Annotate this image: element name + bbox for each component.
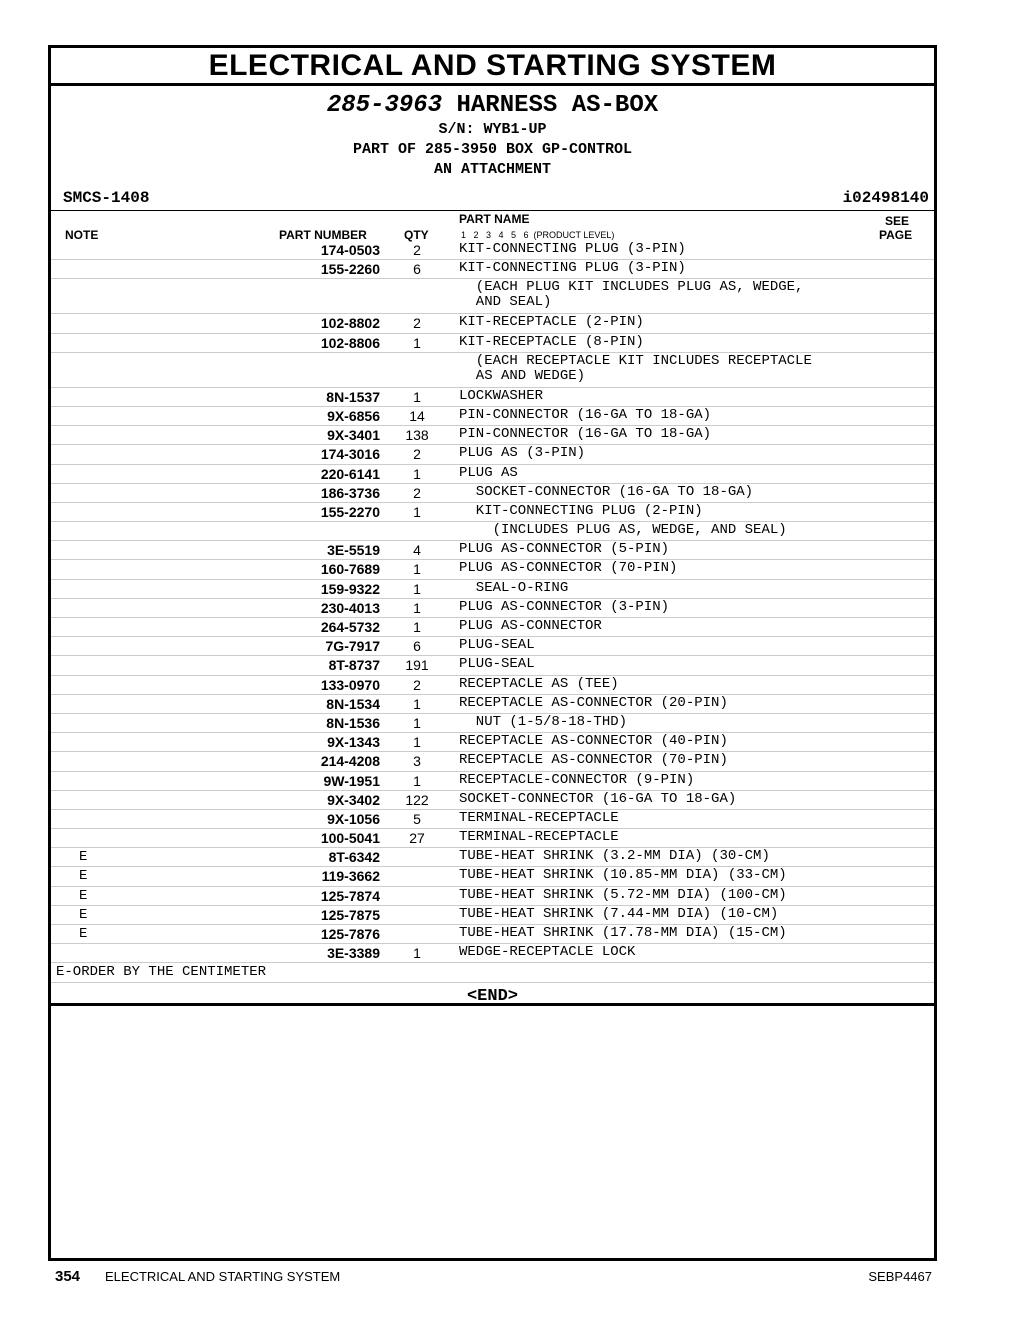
qty-cell: 4	[413, 542, 421, 559]
attachment-line: AN ATTACHMENT	[433, 161, 552, 178]
table-row	[51, 445, 934, 464]
part-name-cell: TUBE-HEAT SHRINK (7.44-MM DIA) (10-CM)	[459, 905, 779, 922]
part-number-cell: 102-8806	[320, 334, 380, 351]
qty-cell: 1	[413, 945, 421, 962]
part-number-cell: 9X-3401	[327, 427, 380, 444]
part-number-cell: 102-8802	[320, 315, 380, 332]
smcs-code: SMCS-1408	[63, 189, 150, 207]
part-name-cell: SOCKET-CONNECTOR (16-GA TO 18-GA)	[459, 790, 737, 807]
note-cell: E	[79, 849, 88, 866]
col-part-name: PART NAME	[459, 212, 530, 226]
qty-cell: 1	[413, 714, 421, 731]
qty-cell: 1	[413, 503, 421, 520]
footer-section: ELECTRICAL AND STARTING SYSTEM	[105, 1269, 341, 1284]
table-row	[51, 733, 934, 752]
part-number-cell: 230-4013	[320, 599, 380, 616]
footnote-row	[51, 963, 934, 982]
qty-cell: 2	[413, 446, 421, 463]
part-number-cell: 159-9322	[320, 580, 380, 597]
table-row	[51, 522, 934, 541]
part-number-cell: 186-3736	[320, 484, 380, 501]
qty-cell: 2	[413, 484, 421, 501]
note-cell: E	[79, 887, 88, 904]
part-name-cell: LOCKWASHER	[459, 387, 544, 404]
part-name-cell: KIT-RECEPTACLE (2-PIN)	[459, 314, 644, 331]
footnote: E-ORDER BY THE CENTIMETER	[56, 964, 267, 981]
qty-cell: 1	[413, 772, 421, 789]
part-number-cell: 125-7874	[320, 887, 380, 904]
qty-cell: 1	[413, 619, 421, 635]
table-row	[51, 241, 934, 260]
table-row	[51, 906, 934, 925]
part-name-cell: (INCLUDES PLUG AS, WEDGE, AND SEAL)	[459, 522, 787, 539]
serial-range: S/N: WYB1-UP	[438, 121, 547, 138]
group-name: HARNESS AS-BOX	[456, 92, 659, 119]
part-name-cell: KIT-RECEPTACLE (8-PIN)	[459, 333, 644, 350]
qty-cell: 1	[413, 734, 421, 751]
page-title: ELECTRICAL AND STARTING SYSTEM	[51, 48, 934, 86]
note-cell: E	[79, 868, 88, 885]
blank-area	[51, 1003, 934, 1006]
column-headers	[51, 210, 934, 241]
parts-list	[51, 241, 934, 963]
qty-cell: 1	[413, 599, 421, 616]
part-name-cell: PLUG AS-CONNECTOR (5-PIN)	[459, 541, 670, 558]
smcs-row	[51, 186, 934, 210]
part-name-cell: TUBE-HEAT SHRINK (10.85-MM DIA) (33-CM)	[459, 867, 787, 884]
table-row	[51, 465, 934, 484]
part-number-cell: 155-2270	[320, 503, 380, 520]
table-row	[51, 676, 934, 695]
qty-cell: 2	[413, 676, 421, 693]
table-row	[51, 541, 934, 560]
table-row	[51, 580, 934, 599]
part-name-cell: PLUG-SEAL	[459, 637, 535, 654]
table-row	[51, 560, 934, 579]
part-number-cell: 174-3016	[320, 446, 380, 463]
part-name-cell: PLUG-SEAL	[459, 656, 535, 673]
table-row	[51, 503, 934, 522]
part-number-cell: 174-0503	[320, 242, 380, 258]
part-number-cell: 8N-1536	[326, 714, 380, 731]
table-row	[51, 656, 934, 675]
qty-cell: 6	[413, 261, 421, 278]
part-name-cell: TUBE-HEAT SHRINK (5.72-MM DIA) (100-CM)	[459, 886, 787, 903]
table-row	[51, 388, 934, 407]
part-name-cell: TUBE-HEAT SHRINK (17.78-MM DIA) (15-CM)	[459, 925, 787, 941]
part-name-cell: (EACH PLUG KIT INCLUDES PLUG AS, WEDGE, AND SEAL)	[475, 279, 804, 311]
part-number-cell: 3E-3389	[327, 945, 380, 962]
end-mark: <END>	[466, 986, 518, 1006]
qty-cell: 27	[409, 830, 425, 847]
table-row	[51, 887, 934, 906]
part-number-cell: 9X-1343	[327, 734, 380, 751]
table-row	[51, 353, 934, 388]
qty-cell: 2	[413, 315, 421, 332]
qty-cell: 1	[413, 465, 421, 482]
col-product-levels: 1 2 3 4 5 6 (PRODUCT LEVEL)	[461, 230, 615, 240]
part-number-cell: 155-2260	[320, 261, 380, 278]
part-of-line: PART OF 285-3950 BOX GP-CONTROL	[352, 141, 633, 158]
part-number-cell: 9X-6856	[327, 407, 380, 424]
col-note: NOTE	[65, 228, 99, 242]
part-name-cell: TERMINAL-RECEPTACLE	[459, 809, 619, 826]
part-name-cell: PIN-CONNECTOR (16-GA TO 18-GA)	[459, 406, 712, 423]
table-row	[51, 484, 934, 503]
part-name-cell: SOCKET-CONNECTOR (16-GA TO 18-GA)	[459, 483, 754, 500]
part-name-cell: KIT-CONNECTING PLUG (2-PIN)	[459, 502, 703, 519]
col-page: PAGE	[879, 228, 913, 242]
page-number: 354	[55, 1268, 81, 1285]
table-row	[51, 260, 934, 279]
part-name-cell: WEDGE-RECEPTACLE LOCK	[459, 944, 636, 961]
part-number-cell: 220-6141	[320, 465, 380, 482]
note-cell: E	[79, 926, 88, 942]
col-qty: QTY	[404, 228, 429, 242]
part-name-cell: PLUG AS	[459, 464, 518, 481]
table-row	[51, 637, 934, 656]
part-name-cell: PLUG AS-CONNECTOR (70-PIN)	[459, 560, 678, 577]
part-number-cell: 3E-5519	[327, 542, 380, 559]
part-number-cell: 8N-1534	[326, 695, 380, 712]
table-row	[51, 772, 934, 791]
part-name-cell: (EACH RECEPTACLE KIT INCLUDES RECEPTACLE AS AND WEDGE)	[475, 352, 812, 384]
table-row	[51, 426, 934, 445]
col-part-number: PART NUMBER	[279, 228, 367, 242]
table-row	[51, 714, 934, 733]
table-row	[51, 618, 934, 637]
part-number-cell: 160-7689	[320, 561, 380, 578]
part-name-cell: KIT-CONNECTING PLUG (3-PIN)	[459, 241, 686, 257]
table-row	[51, 944, 934, 963]
part-name-cell: TERMINAL-RECEPTACLE	[459, 829, 619, 846]
qty-cell: 6	[413, 638, 421, 655]
group-title	[51, 92, 934, 120]
table-row	[51, 848, 934, 867]
part-name-cell: NUT (1-5/8-18-THD)	[459, 713, 628, 730]
note-cell: E	[79, 906, 88, 923]
table-row	[51, 752, 934, 771]
part-name-cell: PLUG AS (3-PIN)	[459, 445, 586, 462]
part-name-cell: RECEPTACLE AS-CONNECTOR (20-PIN)	[459, 694, 728, 711]
part-number-cell: 125-7876	[320, 926, 380, 942]
qty-cell: 1	[413, 334, 421, 351]
part-number-cell: 8N-1537	[326, 388, 380, 405]
table-row	[51, 925, 934, 944]
part-number-cell: 125-7875	[320, 906, 380, 923]
table-row	[51, 829, 934, 848]
table-row	[51, 810, 934, 829]
part-name-cell: TUBE-HEAT SHRINK (3.2-MM DIA) (30-CM)	[459, 848, 770, 865]
part-number-cell: 133-0970	[320, 676, 380, 693]
col-see: SEE	[885, 214, 910, 228]
part-number-cell: 100-5041	[320, 830, 380, 847]
qty-cell: 191	[405, 657, 429, 674]
group-part-number: 285-3963	[326, 92, 443, 119]
illustration-id: i02498140	[842, 189, 929, 207]
qty-cell: 3	[413, 753, 421, 770]
table-row	[51, 867, 934, 886]
table-row	[51, 695, 934, 714]
part-number-cell: 7G-7917	[325, 638, 380, 655]
part-number-cell: 264-5732	[320, 619, 380, 635]
part-name-cell: RECEPTACLE AS (TEE)	[459, 675, 619, 692]
qty-cell: 1	[413, 561, 421, 578]
part-number-cell: 9X-1056	[327, 810, 380, 827]
part-name-cell: RECEPTACLE-CONNECTOR (9-PIN)	[459, 771, 695, 788]
part-name-cell: KIT-CONNECTING PLUG (3-PIN)	[459, 260, 686, 277]
part-number-cell: 119-3662	[321, 868, 380, 885]
footer-doc-id: SEBP4467	[868, 1269, 932, 1284]
table-row	[51, 599, 934, 618]
part-number-cell: 8T-6342	[328, 849, 380, 866]
part-name-cell: PIN-CONNECTOR (16-GA TO 18-GA)	[459, 426, 712, 443]
part-name-cell: SEAL-O-RING	[459, 579, 569, 596]
qty-cell: 1	[413, 580, 421, 597]
parts-page-frame	[48, 45, 937, 1261]
part-number-cell: 8T-8737	[328, 657, 380, 674]
page-footer	[55, 1268, 932, 1285]
group-header	[51, 92, 934, 180]
part-name-cell: RECEPTACLE AS-CONNECTOR (40-PIN)	[459, 733, 728, 750]
part-name-cell: RECEPTACLE AS-CONNECTOR (70-PIN)	[459, 752, 728, 769]
qty-cell: 138	[405, 427, 429, 444]
table-row	[51, 279, 934, 314]
qty-cell: 5	[413, 810, 421, 827]
table-row	[51, 334, 934, 353]
table-row	[51, 314, 934, 333]
qty-cell: 122	[405, 791, 429, 808]
qty-cell: 1	[413, 388, 421, 405]
qty-cell: 2	[413, 242, 421, 258]
part-name-cell: PLUG AS-CONNECTOR	[459, 618, 602, 634]
qty-cell: 1	[413, 695, 421, 712]
table-row	[51, 791, 934, 810]
part-name-cell: PLUG AS-CONNECTOR (3-PIN)	[459, 598, 670, 615]
qty-cell: 14	[409, 407, 425, 424]
table-row	[51, 407, 934, 426]
part-number-cell: 9W-1951	[323, 772, 380, 789]
part-number-cell: 214-4208	[320, 753, 380, 770]
part-number-cell: 9X-3402	[327, 791, 380, 808]
